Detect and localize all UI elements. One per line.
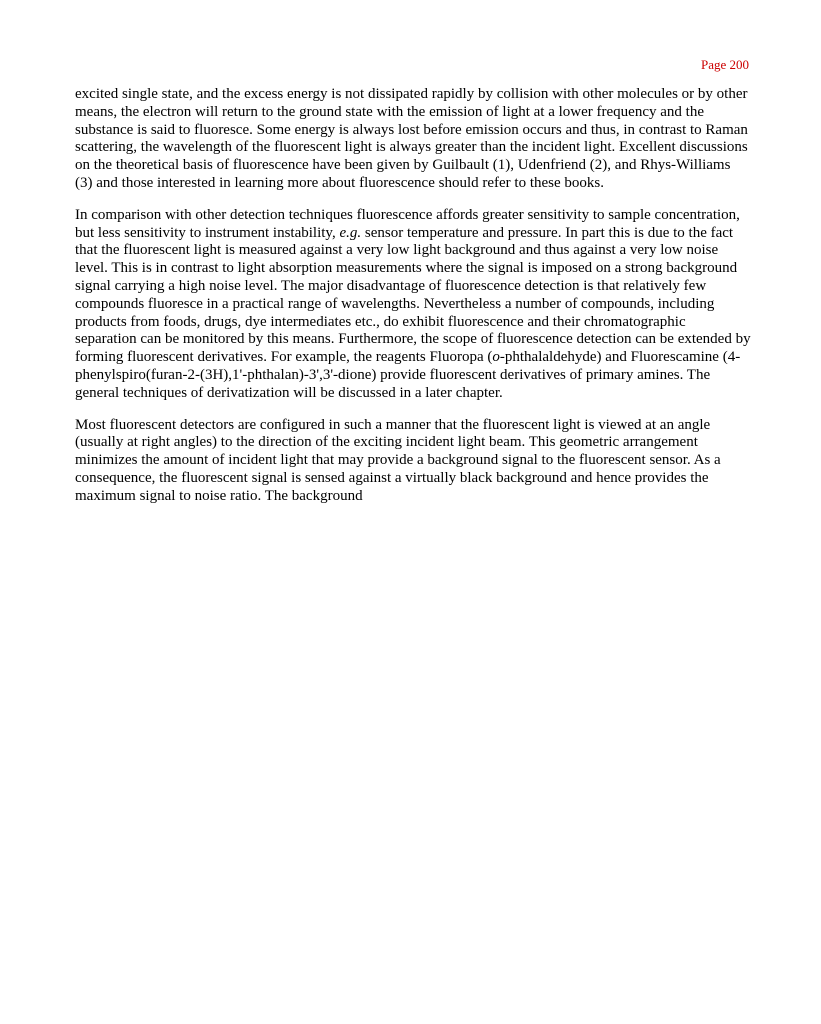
paragraph-2-text-a: In comparison with other detection techniques fluorescence affords greater sensitivity to sample concentration, but less sensitivity to instrument instability, bbox=[75, 206, 740, 241]
paragraph-2-text-c: -phthalaldehyde) and Fluorescamine (4-phenylspiro(furan-2-(3H),1'-phthalan)-3',3'-dione) provide fluorescent derivatives of primary amines. The general techniques of derivatization will be discussed in a later chapter. bbox=[75, 349, 741, 401]
paragraph-2 bbox=[75, 207, 751, 403]
paragraph-3-text: Most fluorescent detectors are configured in such a manner that the fluorescent light is viewed at an angle (usually at right angles) to the direction of the exciting incident light beam. This geometric arrangement minimizes the amount of incident light that may provide a background signal to the fluorescent sensor. As a consequence, the fluorescent signal is sensed against a virtually black background and hence provides the maximum signal to noise ratio. The background bbox=[75, 416, 721, 504]
paragraph-2-text-b: sensor temperature and pressure. In part this is due to the fact that the fluorescent light is measured against a very low light background and thus against a very low noise level. This is in contrast to light absorption measurements where the signal is imposed on a strong background signal carrying a high noise level. The major disadvantage of fluorescence detection is that relatively few compounds fluoresce in a practical range of wavelengths. Nevertheless a number of compounds, including products from foods, drugs, dye intermediates etc., do exhibit fluorescence and their chromatographic separation can be monitored by this means. Furthermore, the scope of fluorescence detection can be extended by forming fluorescent derivatives. For example, the reagents Fluoropa ( bbox=[75, 224, 751, 366]
paragraph-2-italic-o: o bbox=[492, 349, 500, 366]
paragraph-2-italic-eg: e.g. bbox=[339, 224, 362, 241]
document-body bbox=[75, 86, 751, 520]
paragraph-1-text: excited single state, and the excess energy is not dissipated rapidly by collision with other molecules or by other means, the electron will return to the ground state with the emission of light at a lower frequency and the substance is said to fluoresce. Some energy is always lost before emission occurs and thus, in contrast to Raman scattering, the wavelength of the fluorescent light is always greater than the incident light. Excellent discussions on the theoretical basis of fluorescence have been given by Guilbault (1), Udenfriend (2), and Rhys-Williams (3) and those interested in learning more about fluorescence should refer to these books. bbox=[75, 86, 748, 191]
page-number: Page 200 bbox=[700, 57, 749, 72]
paragraph-3 bbox=[75, 417, 751, 506]
paragraph-1 bbox=[75, 86, 751, 193]
